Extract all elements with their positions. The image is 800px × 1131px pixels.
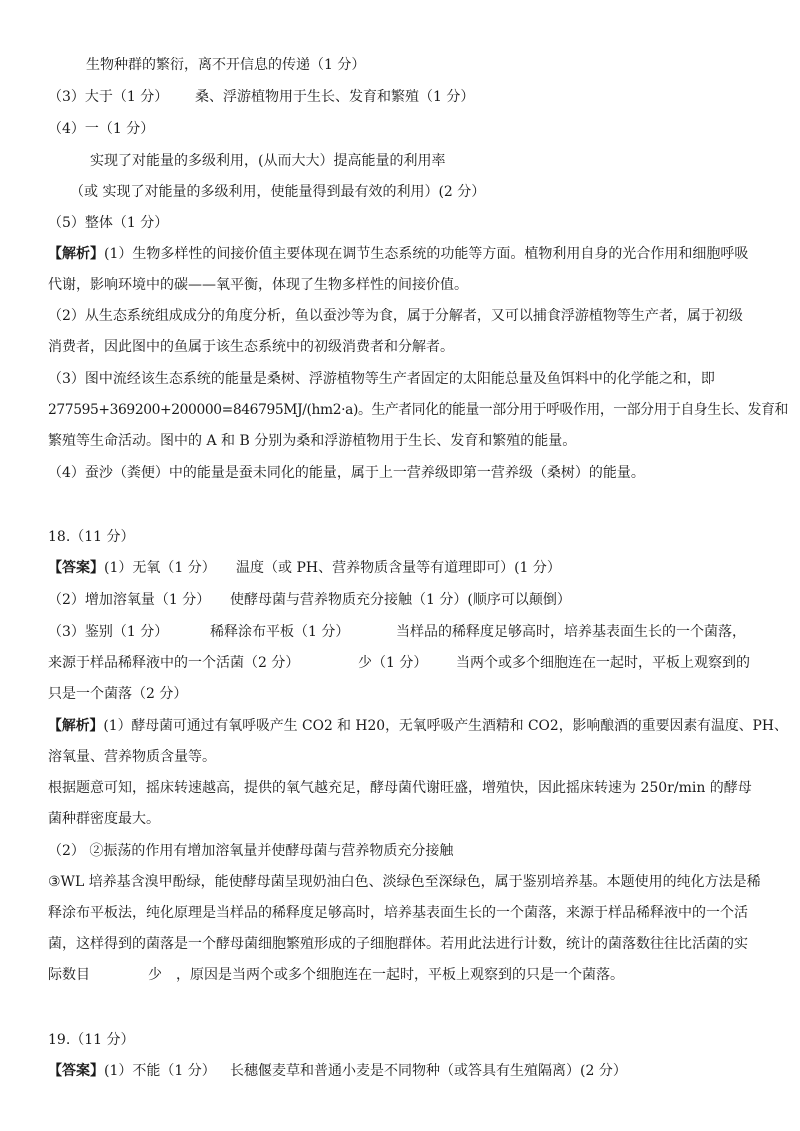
answer-text: (1）不能（1 分） bbox=[104, 1063, 216, 1079]
q18-answer-p3-method: 稀释涂布平板（1 分） bbox=[210, 624, 350, 640]
q17-analysis-p1-cont: 代谢，影响环境中的碳——氧平衡，体现了生物多样性的间接价值。 bbox=[48, 277, 468, 293]
answer-text: (1）无氧（1 分） bbox=[104, 560, 216, 576]
q19-answer-p1 bbox=[48, 1061, 216, 1081]
q18-answer-p3-reason: 当两个或多个细胞连在一起时，平板上观察到的 bbox=[456, 655, 750, 671]
q18-answer-p1 bbox=[48, 558, 216, 578]
q17-p4-note: 实现了对能量的多级利用，(从而大大）提高能量的利用率 bbox=[90, 153, 446, 169]
q18-analysis-p1-cont: 溶氧量、营养物质含量等。 bbox=[48, 749, 216, 765]
q18-answer-p1-note: 温度（或 PH、营养物质含量等有道理即可）(1 分） bbox=[236, 560, 561, 576]
q17-analysis-p3-cont2: 繁殖等生命活动。图中的 A 和 B 分别为桑和浮游植物用于生长、发育和繁殖的能量。 bbox=[48, 433, 577, 449]
q17-p5-answer: （5）整体（1 分） bbox=[48, 215, 169, 231]
q17-line1: 生物种群的繁衍，离不开信息的传递（1 分） bbox=[86, 57, 366, 73]
q18-analysis-p1 bbox=[48, 716, 788, 736]
q18-answer-p3-principle-cont: 来源于样品稀释液中的一个活菌（2 分） bbox=[48, 655, 300, 671]
q18-analysis-p3: ③WL 培养基含溴甲酚绿，能使酵母菌呈现奶油白色、淡绿色至深绿色，属于鉴别培养基。本题使用的纯化方法是稀 bbox=[48, 874, 761, 890]
q18-analysis-p3-cont2: 菌，这样得到的菌落是一个酵母菌细胞繁殖形成的子细胞群体。若用此法进行计数，统计的菌落数往往比活菌的实 bbox=[48, 936, 748, 952]
q18-answer-p3-reason-cont: 只是一个菌落（2 分） bbox=[48, 686, 188, 702]
q18-analysis-p3-cont3b: ，原因是当两个或多个细胞连在一起时，平板上观察到的只是一个菌落。 bbox=[176, 967, 624, 983]
q18-analysis-p3-cont: 释涂布平板法，纯化原理是当样品的稀释度足够高时，培养基表面生长的一个菌落，来源于样品稀释液中的一个活 bbox=[48, 905, 748, 921]
analysis-text: (1）酵母菌可通过有氧呼吸产生 CO2 和 H20，无氧呼吸产生酒精和 CO2，影响酿酒的重要因素有温度、PH、 bbox=[103, 718, 788, 734]
q18-analysis-p2: （2） ②振荡的作用有增加溶氧量并使酵母菌与营养物质充分接触 bbox=[48, 843, 454, 859]
q18-answer-p2: （2）增加溶氧量（1 分） bbox=[48, 592, 211, 608]
q17-analysis-p3-cont: 277595+369200+200000=846795MJ/(hm2·a)。生产者同化的能量一部分用于呼吸作用，一部分用于自身生长、发育和 bbox=[48, 402, 788, 418]
q18-analysis-p1-cont3: 菌种群密度最大。 bbox=[48, 811, 160, 827]
q18-header: 18.（11 分） bbox=[48, 529, 135, 545]
q18-answer-p3-principle: 当样品的稀释度足够高时，培养基表面生长的一个菌落， bbox=[396, 624, 746, 640]
q17-analysis-p3: （3）图中流经该生态系统的能量是桑树、浮游植物等生产者固定的太阳能总量及鱼饵料中的化学能之和，即 bbox=[48, 371, 715, 387]
q17-p4-answer: （4）一（1 分） bbox=[48, 121, 155, 137]
q18-analysis-p1-cont2: 根据题意可知，摇床转速越高，提供的氧气越充足，酵母菌代谢旺盛，增殖快，因此摇床转速为 250r/min 的酵母 bbox=[48, 780, 752, 796]
q17-p4-alt: （或 实现了对能量的多级利用，使能量得到最有效的利用）(2 分） bbox=[70, 184, 486, 200]
q17-analysis-p2: （2）从生态系统组成成分的角度分析，鱼以蚕沙等为食，属于分解者，又可以捕食浮游植物等生产者，属于初级 bbox=[48, 308, 743, 324]
q19-answer-p1-note: 长穗偃麦草和普通小麦是不同物种（或答具有生殖隔离）(2 分） bbox=[230, 1063, 627, 1079]
q17-analysis-p1 bbox=[48, 244, 748, 264]
analysis-label: 【解析】 bbox=[48, 718, 104, 734]
q17-p3-note: 桑、浮游植物用于生长、发育和繁殖（1 分） bbox=[195, 89, 475, 105]
answer-label: 【答案】 bbox=[48, 1063, 104, 1079]
analysis-label: 【解析】 bbox=[48, 246, 104, 262]
q17-analysis-p2-cont: 消费者，因此图中的鱼属于该生态系统中的初级消费者和分解者。 bbox=[48, 339, 454, 355]
q17-analysis-p4: （4）蚕沙（粪便）中的能量是蚕未同化的能量，属于上一营养级即第一营养级（桑树）的能量。 bbox=[48, 465, 645, 481]
analysis-text: (1）生物多样性的间接价值主要体现在调节生态系统的功能等方面。植物利用自身的光合作用和细胞呼吸 bbox=[104, 246, 749, 262]
q19-header: 19.（11 分） bbox=[48, 1032, 135, 1048]
q18-analysis-p3-cont3a: 际数目 bbox=[48, 967, 90, 983]
q18-answer-p3-count: 少（1 分） bbox=[358, 655, 428, 671]
q18-answer-p2-note: 使酵母菌与营养物质充分接触（1 分）(顺序可以颠倒） bbox=[230, 592, 571, 608]
q18-answer-p3: （3）鉴别（1 分） bbox=[48, 624, 169, 640]
q17-p3-answer: （3）大于（1 分） bbox=[48, 89, 169, 105]
answer-label: 【答案】 bbox=[48, 560, 104, 576]
q18-analysis-p3-blank: 少 bbox=[148, 967, 162, 983]
